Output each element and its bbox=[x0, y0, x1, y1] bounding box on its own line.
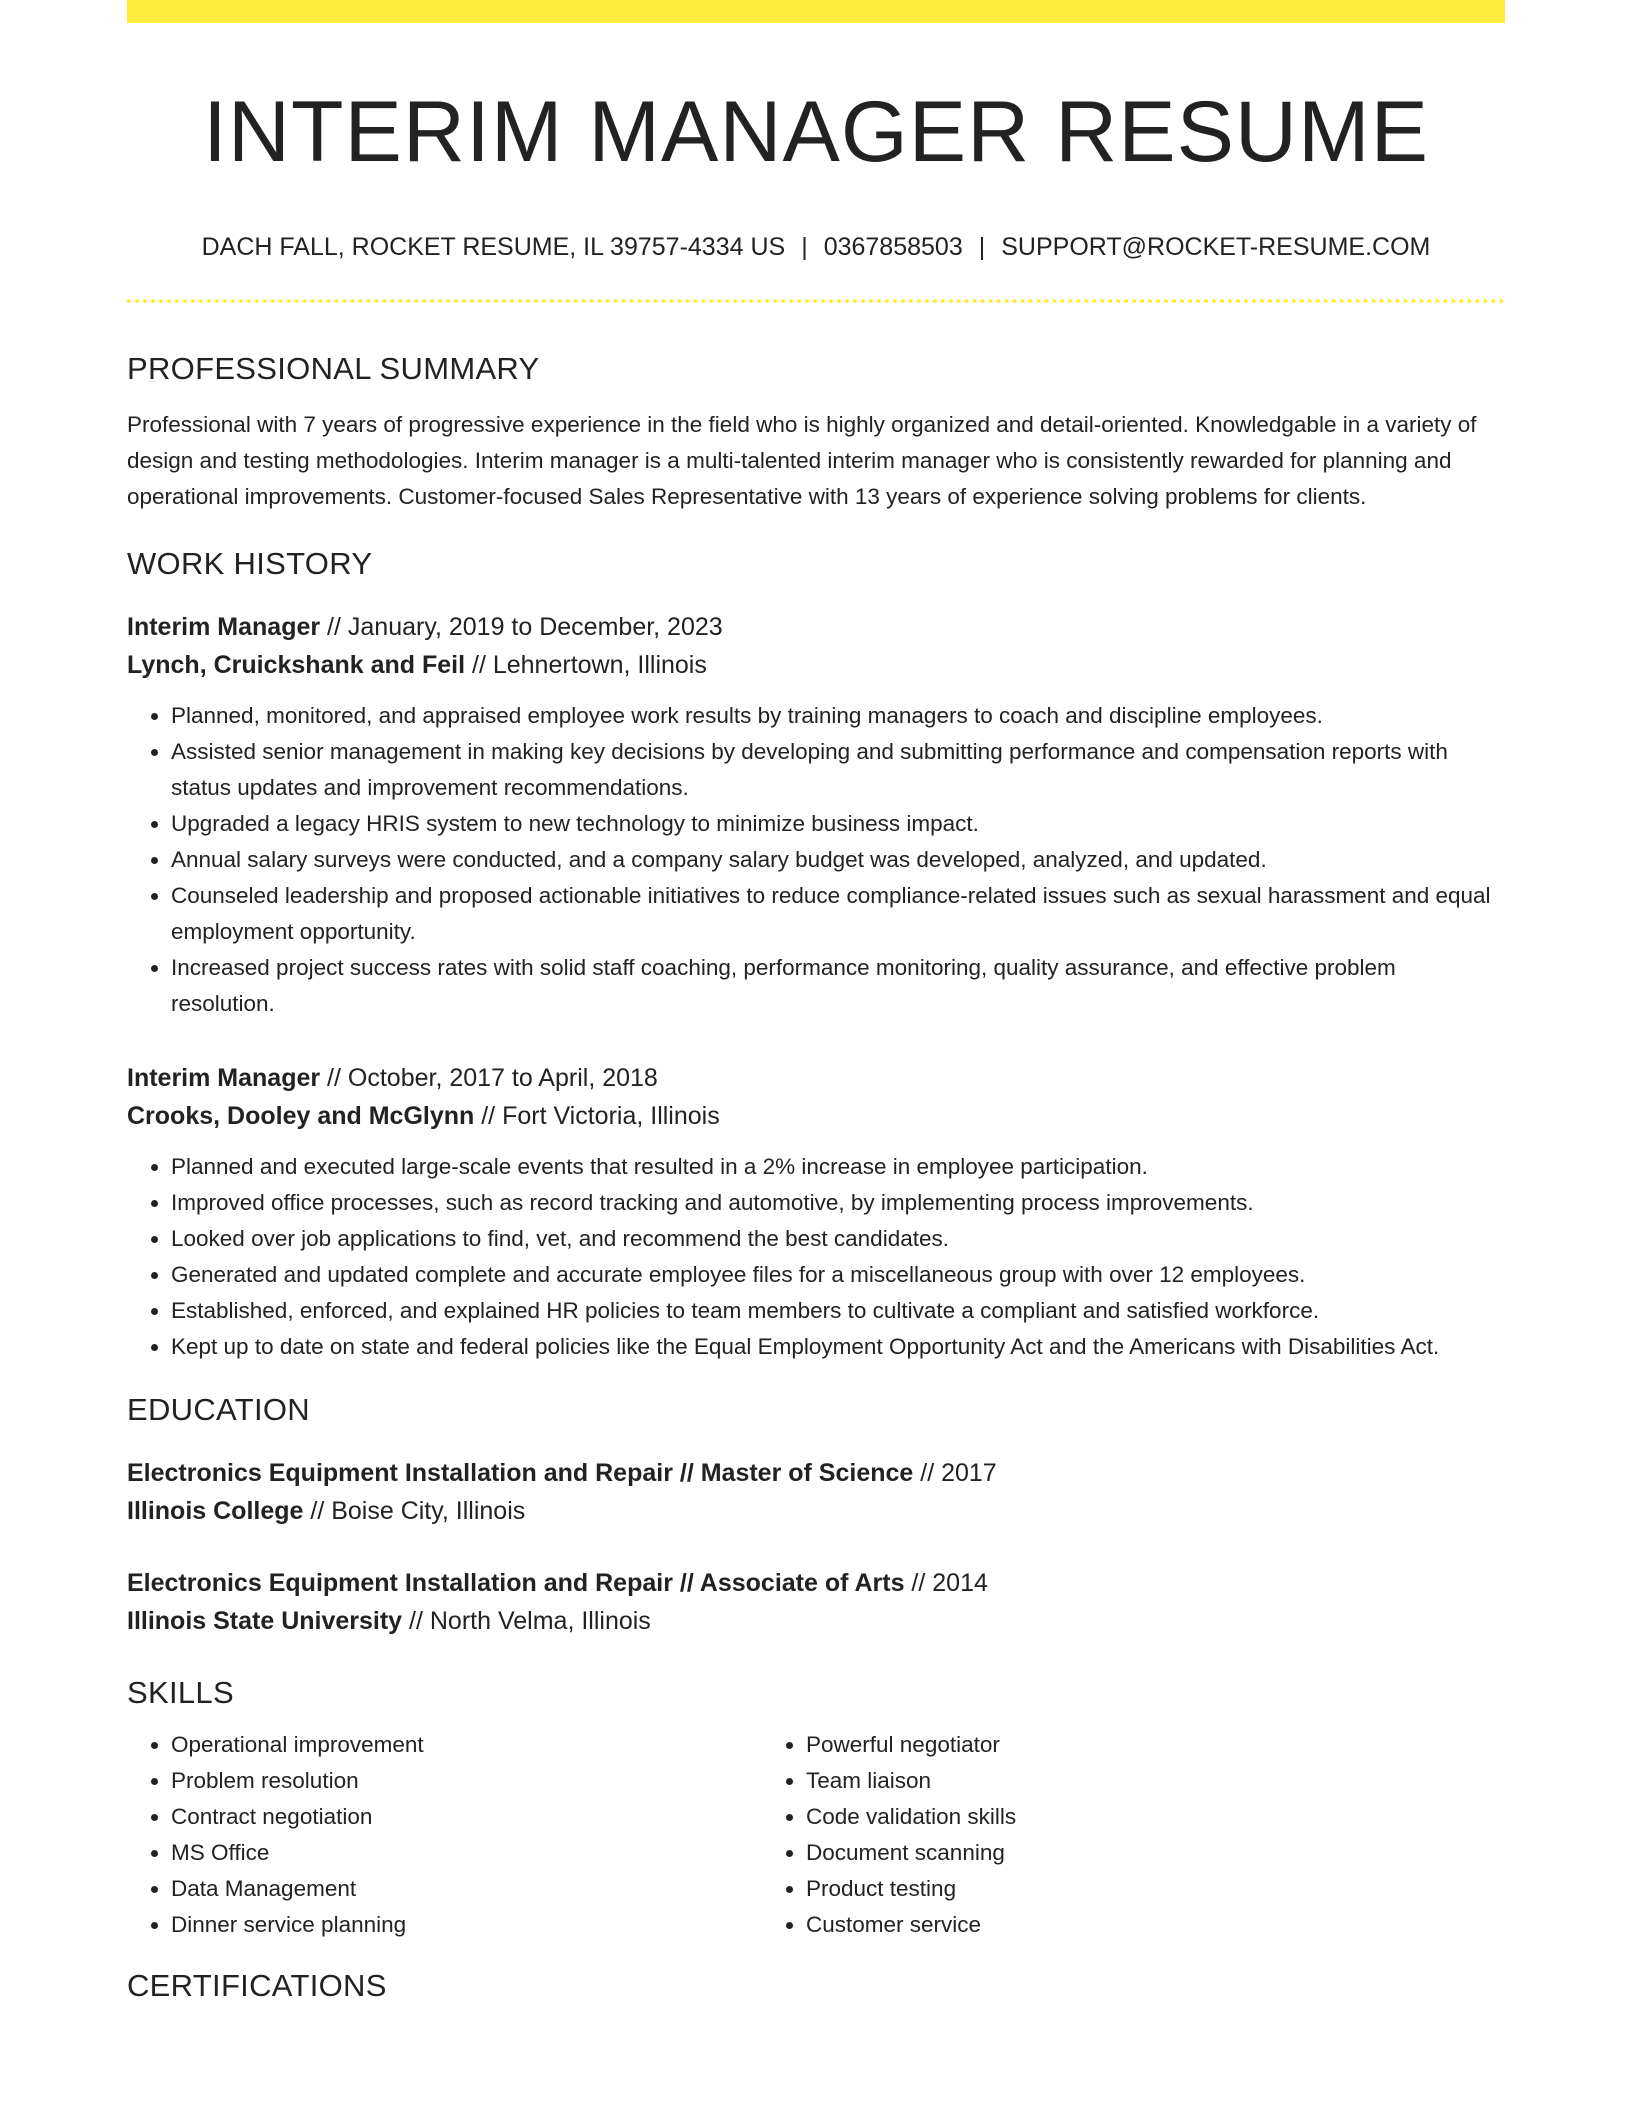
education-heading: EDUCATION bbox=[127, 1391, 310, 1427]
education-year: // 2014 bbox=[904, 1569, 988, 1598]
job-bullet: • Planned and executed large-scale events that resulted in a 2% increase in employee participation. bbox=[171, 1149, 1505, 1185]
job-location: // Fort Victoria, Illinois bbox=[474, 1101, 720, 1130]
job-bullet: • Looked over job applications to find, vet, and recommend the best candidates. bbox=[171, 1221, 1505, 1257]
summary-text: Professional with 7 years of progressive experience in the field who is highly organized and detail-oriented. Knowledgable in a variety of design and testing methodologies. Interim manager is a multi-talented interim manager who is consistently rewarded for planning and operational improvements. Customer-focused Sales Representative with 13 years of experience solving problems for clients. bbox=[127, 411, 1477, 509]
skill-item: • MS Office bbox=[171, 1835, 762, 1871]
resume-page bbox=[127, 0, 1505, 2005]
job-bullet: • Established, enforced, and explained HR policies to team members to cultivate a compliant and satisfied workforce. bbox=[171, 1293, 1505, 1329]
job-bullet: • Upgraded a legacy HRIS system to new technology to minimize business impact. bbox=[171, 806, 1505, 842]
skill-item: • Contract negotiation bbox=[171, 1799, 762, 1835]
skill-item: • Customer service bbox=[806, 1907, 1397, 1943]
resume-title: INTERIM MANAGER RESUME bbox=[202, 84, 1430, 180]
job-bullets bbox=[127, 698, 1505, 1022]
job-company: Lynch, Cruickshank and Feil bbox=[127, 650, 466, 679]
education-location: // Boise City, Illinois bbox=[303, 1497, 526, 1526]
job-company-line bbox=[127, 1097, 1505, 1135]
education-school-line bbox=[127, 1602, 1505, 1640]
job-bullet: • Counseled leadership and proposed actionable initiatives to reduce compliance-related issues such as sexual harassment and equal employment opportunity. bbox=[171, 878, 1505, 950]
dotted-divider bbox=[127, 299, 1505, 303]
education-degree: Electronics Equipment Installation and Repair // Master of Science bbox=[127, 1459, 914, 1488]
skill-item: • Dinner service planning bbox=[171, 1907, 762, 1943]
accent-top-bar bbox=[127, 0, 1505, 23]
contact-email: SUPPORT@ROCKET-RESUME.COM bbox=[1001, 232, 1431, 261]
job-title-line bbox=[127, 1059, 1505, 1097]
skill-item: • Team liaison bbox=[806, 1763, 1397, 1799]
contact-line bbox=[127, 232, 1505, 262]
job-bullet: • Assisted senior management in making key decisions by developing and submitting performance and compensation reports with status updates and improvement recommendations. bbox=[171, 734, 1505, 806]
job-title: Interim Manager bbox=[127, 1063, 321, 1092]
job-dates: // January, 2019 to December, 2023 bbox=[320, 612, 723, 641]
education-location: // North Velma, Illinois bbox=[402, 1607, 651, 1636]
skills-list-right bbox=[762, 1727, 1397, 1943]
contact-separator: | bbox=[978, 232, 986, 261]
contact-separator: | bbox=[801, 232, 808, 261]
job-dates: // October, 2017 to April, 2018 bbox=[320, 1063, 658, 1092]
job-title: Interim Manager bbox=[127, 612, 321, 641]
skill-item: • Product testing bbox=[806, 1871, 1397, 1907]
job-bullet: • Generated and updated complete and accurate employee files for a miscellaneous group with over 12 employees. bbox=[171, 1257, 1505, 1293]
education-degree-line bbox=[127, 1564, 1505, 1602]
education-school: Illinois College bbox=[127, 1497, 304, 1526]
skill-item: • Operational improvement bbox=[171, 1727, 762, 1763]
skills-list-left bbox=[127, 1727, 762, 1943]
job-title-line bbox=[127, 608, 1505, 646]
education-degree: Electronics Equipment Installation and Repair // Associate of Arts bbox=[127, 1569, 905, 1598]
job-bullet: • Planned, monitored, and appraised employee work results by training managers to coach and discipline employees. bbox=[171, 698, 1505, 734]
job-company-line bbox=[127, 646, 1505, 684]
education-school: Illinois State University bbox=[127, 1607, 403, 1636]
education-entry bbox=[127, 1564, 1505, 1640]
skill-item: • Powerful negotiator bbox=[806, 1727, 1397, 1763]
certifications-heading: CERTIFICATIONS bbox=[127, 1968, 387, 2004]
education-degree-line bbox=[127, 1454, 1505, 1492]
skills-heading: SKILLS bbox=[127, 1675, 234, 1711]
skill-item: • Data Management bbox=[171, 1871, 762, 1907]
skill-item: • Problem resolution bbox=[171, 1763, 762, 1799]
job-bullet: • Improved office processes, such as record tracking and automotive, by implementing process improvements. bbox=[171, 1185, 1505, 1221]
education-school-line bbox=[127, 1492, 1505, 1530]
education-year: // 2017 bbox=[913, 1459, 997, 1488]
job-company: Crooks, Dooley and McGlynn bbox=[127, 1101, 475, 1130]
skill-item: • Code validation skills bbox=[806, 1799, 1397, 1835]
contact-phone: 0367858503 bbox=[823, 232, 963, 261]
job-bullet: • Annual salary surveys were conducted, and a company salary budget was developed, analyzed, and updated. bbox=[171, 842, 1505, 878]
summary-heading: PROFESSIONAL SUMMARY bbox=[127, 350, 540, 386]
contact-address: DACH FALL, ROCKET RESUME, IL 39757-4334 US bbox=[201, 232, 786, 261]
job-bullet: • Kept up to date on state and federal policies like the Equal Employment Opportunity Act and the Americans with Disabilities Act. bbox=[171, 1329, 1505, 1365]
job-entry bbox=[127, 1059, 1505, 1365]
work-history-heading: WORK HISTORY bbox=[127, 545, 373, 581]
skills-columns bbox=[127, 1727, 1505, 1943]
job-location: // Lehnertown, Illinois bbox=[465, 650, 707, 679]
skill-item: • Document scanning bbox=[806, 1835, 1397, 1871]
education-entry bbox=[127, 1454, 1505, 1530]
job-entry bbox=[127, 608, 1505, 1022]
job-bullets bbox=[127, 1149, 1505, 1365]
job-bullet: • Increased project success rates with solid staff coaching, performance monitoring, quality assurance, and effective problem resolution. bbox=[171, 950, 1505, 1022]
